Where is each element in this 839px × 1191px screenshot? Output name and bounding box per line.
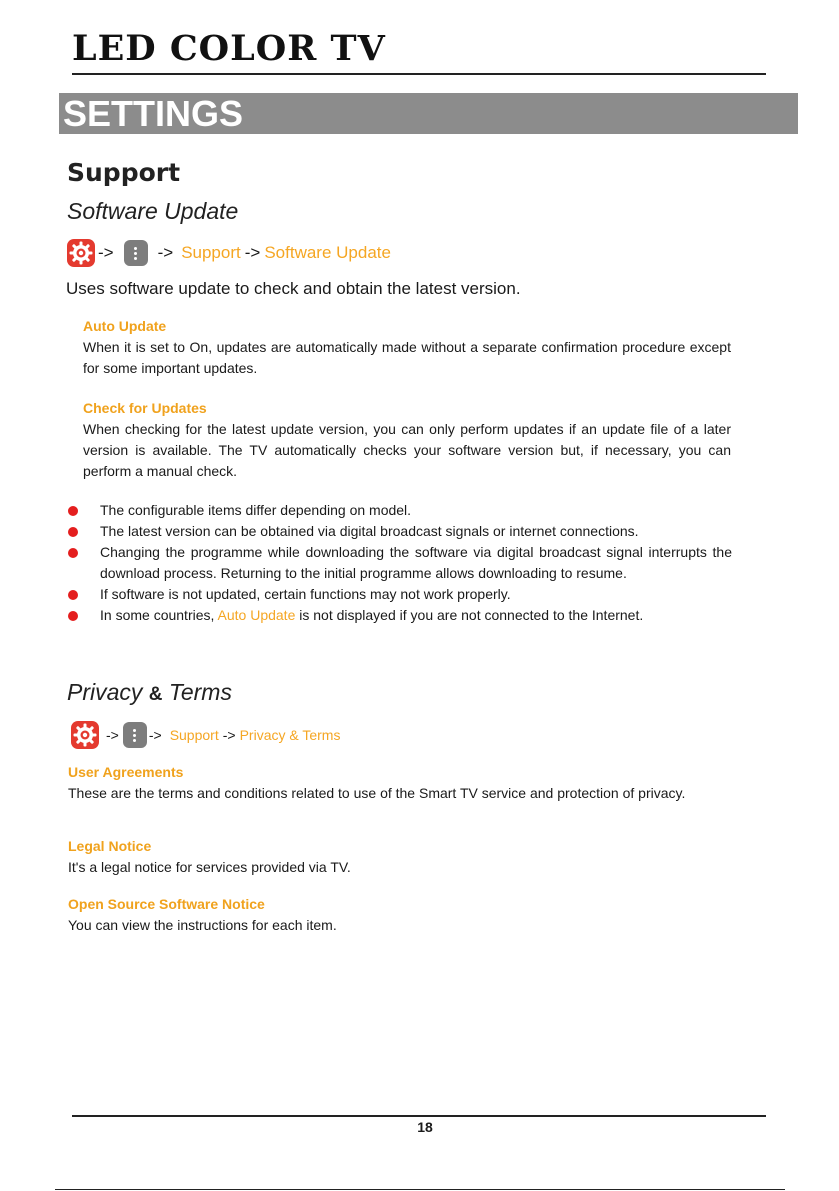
notes-list [66, 500, 732, 626]
bullet-dot [68, 611, 78, 621]
nav-support-link: Support [181, 243, 241, 262]
user-agreements-block [68, 762, 716, 804]
list-item: In some countries, Auto Update is not displayed if you are not connected to the Internet. [66, 605, 732, 626]
software-update-intro: Uses software update to check and obtain the latest version. [66, 279, 521, 298]
page-number: 18 [417, 1119, 433, 1135]
software-update-heading: Software Update [67, 198, 239, 224]
section-banner [59, 93, 798, 134]
more-vertical-icon [123, 722, 147, 748]
open-source-block [68, 894, 716, 936]
nav-support-link: Support [169, 727, 219, 743]
bullet-dot [68, 590, 78, 600]
nav-arrow: -> [222, 727, 236, 743]
list-item: The configurable items differ depending on model. [66, 500, 732, 521]
privacy-terms-heading: Privacy & Terms [67, 679, 232, 705]
check-updates-block [83, 398, 731, 482]
user-agreements-text: These are the terms and conditions related to use of the Smart TV service and protection of privacy. [68, 785, 686, 801]
open-source-text: You can view the instructions for each item. [68, 917, 337, 933]
auto-update-highlight: Auto Update [217, 607, 296, 623]
open-source-title: Open Source Software Notice [68, 896, 265, 912]
support-heading: Support [67, 158, 181, 187]
check-updates-text: When checking for the latest update version, you can only perform updates if an update file of a later version is available. The TV automatically checks your software version but, if necessary, you can perform a manual check. [83, 421, 731, 479]
list-item: Changing the programme while downloading the software via digital broadcast signal interrupts the download process. Returning to the initial programme allows downloading to resume. [66, 542, 732, 584]
legal-notice-title: Legal Notice [68, 838, 152, 854]
privacy-nav-path [70, 720, 340, 750]
user-agreements-title: User Agreements [68, 764, 184, 780]
bullet-dot [68, 527, 78, 537]
legal-notice-text: It's a legal notice for services provided via TV. [68, 859, 351, 875]
header-divider [72, 73, 766, 75]
legal-notice-block [68, 836, 716, 878]
banner-title: SETTINGS [63, 93, 244, 134]
list-item: If software is not updated, certain functions may not work properly. [66, 584, 732, 605]
auto-update-text: When it is set to On, updates are automatically made without a separate confirmation procedure except for some important updates. [83, 339, 731, 376]
bullet-dot [68, 506, 78, 516]
list-item: The latest version can be obtained via digital broadcast signals or internet connections. [66, 521, 732, 542]
page-bottom-rule [55, 1189, 785, 1190]
nav-arrow: -> [157, 243, 174, 262]
nav-arrow: -> [244, 243, 261, 262]
nav-arrow: -> [148, 727, 162, 743]
nav-software-update-link: Software Update [264, 243, 391, 262]
more-vertical-icon [124, 240, 148, 266]
auto-update-title: Auto Update [83, 318, 167, 334]
nav-arrow: -> [98, 243, 114, 262]
gear-icon [70, 720, 100, 750]
bullet-dot [68, 548, 78, 558]
nav-privacy-terms-link: Privacy & Terms [239, 727, 341, 743]
software-update-nav-path [66, 238, 391, 268]
nav-arrow: -> [106, 727, 119, 743]
check-updates-title: Check for Updates [83, 400, 207, 416]
footer-divider [72, 1115, 766, 1117]
auto-update-block [83, 316, 731, 379]
brand-title: LED COLOR TV [72, 28, 386, 69]
gear-icon [66, 238, 96, 268]
